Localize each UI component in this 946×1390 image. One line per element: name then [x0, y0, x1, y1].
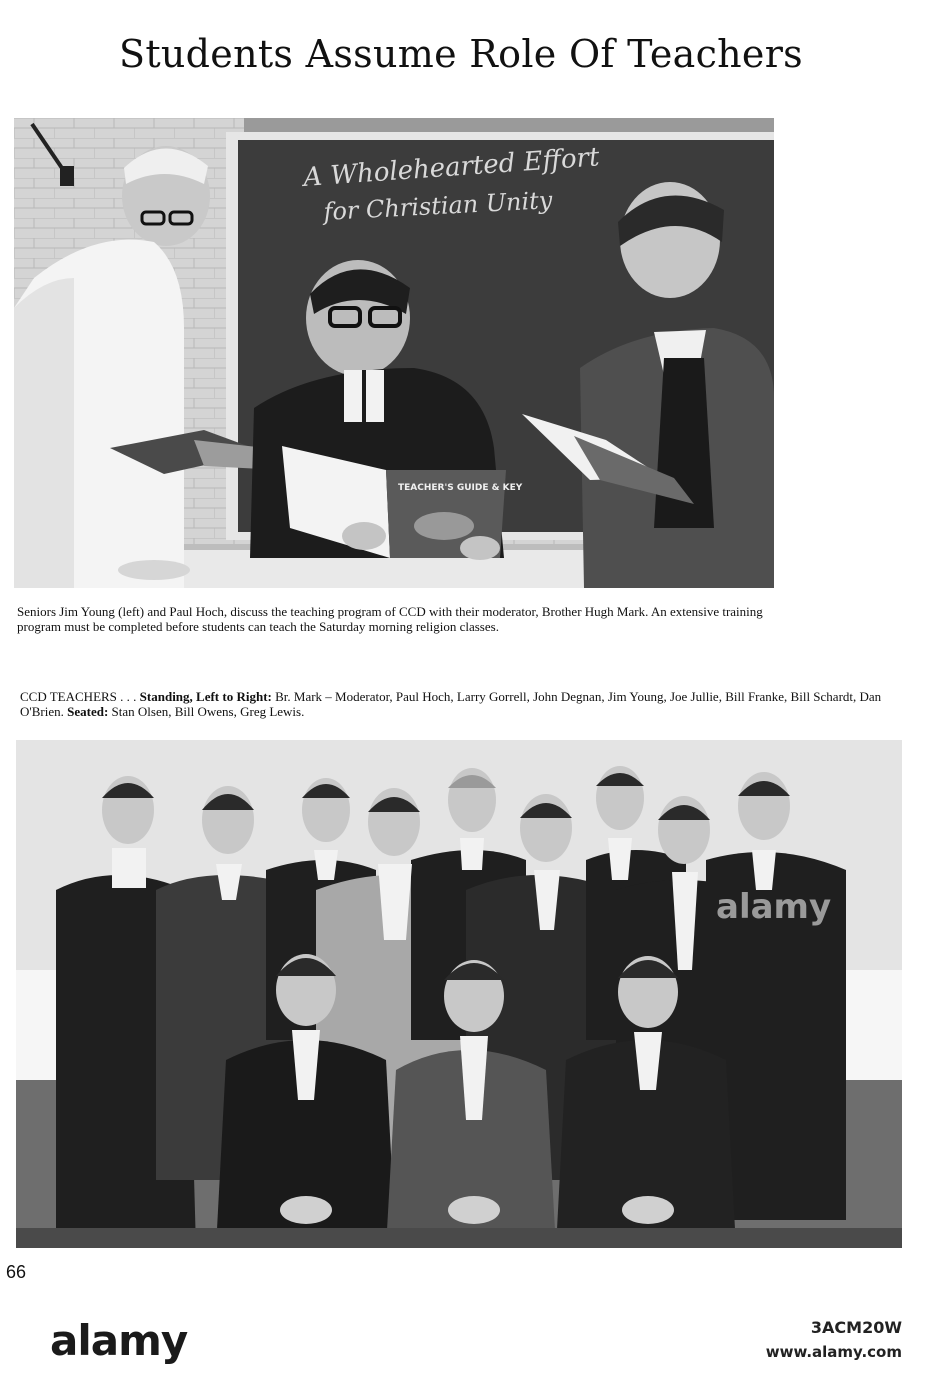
blackboard-writing-line1: A Wholehearted Effort	[302, 142, 601, 193]
group-photo-caption	[20, 689, 910, 719]
caption-standing-names: Br. Mark – Moderator, Paul Hoch, Larry Gorrell, John Degnan, Jim Young, Joe Jullie, Bill Franke, Bill Schardt, Dan O'Brien.	[20, 689, 882, 719]
caption-seated-label: Seated:	[67, 704, 109, 719]
ccd-teachers-group-photo	[16, 740, 902, 1248]
page-number: 66	[6, 1262, 27, 1282]
watermark-url[interactable]: www.alamy.com	[765, 1343, 902, 1361]
photo-watermark: alamy	[716, 887, 832, 927]
watermark-meta	[766, 1318, 902, 1361]
caption-intro: CCD TEACHERS . . .	[20, 689, 140, 704]
alamy-logo: alamy	[50, 1316, 188, 1365]
book-cover-text: TEACHER'S GUIDE & KEY	[398, 483, 523, 493]
top-photo-caption: Seniors Jim Young (left) and Paul Hoch, discuss the teaching program of CCD with their moderator, Brother Hugh Mark. An extensive training program must be completed before students can teach the Saturday morning religion classes.	[17, 604, 763, 634]
caption-standing-label: Standing, Left to Right:	[139, 689, 272, 704]
caption-seated-names: Stan Olsen, Bill Owens, Greg Lewis.	[108, 704, 305, 719]
blackboard-writing-line2: for Christian Unity	[322, 186, 554, 226]
page-title: Students Assume Role Of Teachers	[119, 32, 803, 76]
teaching-discussion-photo	[14, 118, 774, 588]
image-id: 3ACM20W	[810, 1318, 902, 1337]
